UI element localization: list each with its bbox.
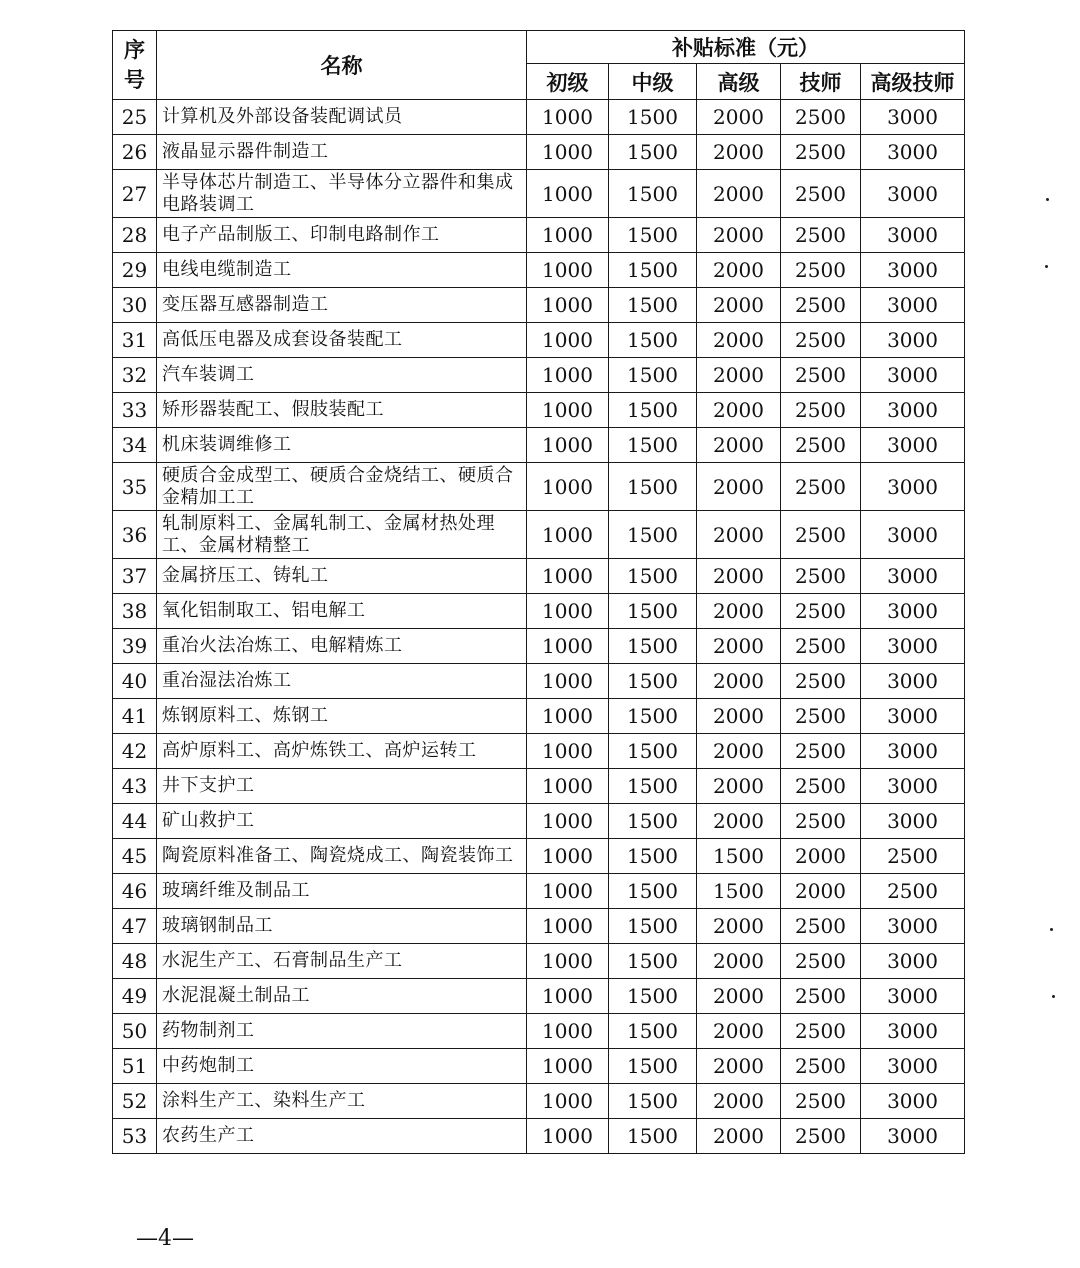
row-serial-number: 28 <box>113 218 157 253</box>
row-subsidy-technician: 2500 <box>781 170 861 218</box>
row-subsidy-senior-technician: 3000 <box>861 734 965 769</box>
row-subsidy-senior: 2000 <box>697 393 781 428</box>
row-subsidy-technician: 2500 <box>781 288 861 323</box>
row-subsidy-senior: 2000 <box>697 1014 781 1049</box>
row-subsidy-technician: 2500 <box>781 463 861 511</box>
row-subsidy-senior: 2000 <box>697 664 781 699</box>
row-occupation-name: 轧制原料工、金属轧制工、金属材热处理工、金属材精整工 <box>157 511 527 559</box>
table-body <box>113 100 965 1154</box>
table-row <box>113 979 965 1014</box>
row-subsidy-intermediate: 1500 <box>609 393 697 428</box>
table-row <box>113 909 965 944</box>
row-subsidy-technician: 2500 <box>781 428 861 463</box>
row-subsidy-senior-technician: 3000 <box>861 463 965 511</box>
row-subsidy-senior-technician: 3000 <box>861 594 965 629</box>
table-row <box>113 944 965 979</box>
row-subsidy-senior: 2000 <box>697 323 781 358</box>
row-occupation-name: 涂料生产工、染料生产工 <box>157 1084 527 1119</box>
header-level-junior: 初级 <box>527 64 609 100</box>
row-subsidy-technician: 2500 <box>781 909 861 944</box>
row-subsidy-intermediate: 1500 <box>609 629 697 664</box>
row-subsidy-intermediate: 1500 <box>609 874 697 909</box>
row-subsidy-senior: 2000 <box>697 428 781 463</box>
row-subsidy-technician: 2500 <box>781 511 861 559</box>
row-subsidy-technician: 2500 <box>781 323 861 358</box>
row-subsidy-junior: 1000 <box>527 358 609 393</box>
row-subsidy-senior: 2000 <box>697 1119 781 1154</box>
row-subsidy-senior-technician: 3000 <box>861 629 965 664</box>
row-subsidy-senior-technician: 3000 <box>861 559 965 594</box>
row-subsidy-senior-technician: 2500 <box>861 874 965 909</box>
table-row <box>113 874 965 909</box>
scan-speck <box>1045 265 1048 268</box>
row-subsidy-junior: 1000 <box>527 1014 609 1049</box>
row-subsidy-senior-technician: 3000 <box>861 699 965 734</box>
row-subsidy-junior: 1000 <box>527 100 609 135</box>
row-serial-number: 40 <box>113 664 157 699</box>
table-row <box>113 699 965 734</box>
row-subsidy-intermediate: 1500 <box>609 358 697 393</box>
row-subsidy-senior: 2000 <box>697 1084 781 1119</box>
row-subsidy-intermediate: 1500 <box>609 323 697 358</box>
row-subsidy-intermediate: 1500 <box>609 909 697 944</box>
row-subsidy-junior: 1000 <box>527 253 609 288</box>
row-subsidy-junior: 1000 <box>527 170 609 218</box>
row-subsidy-technician: 2500 <box>781 218 861 253</box>
row-subsidy-technician: 2500 <box>781 1049 861 1084</box>
row-serial-number: 30 <box>113 288 157 323</box>
row-subsidy-intermediate: 1500 <box>609 594 697 629</box>
row-subsidy-senior-technician: 3000 <box>861 944 965 979</box>
row-subsidy-intermediate: 1500 <box>609 428 697 463</box>
row-occupation-name: 机床装调维修工 <box>157 428 527 463</box>
row-subsidy-intermediate: 1500 <box>609 288 697 323</box>
row-serial-number: 48 <box>113 944 157 979</box>
row-subsidy-junior: 1000 <box>527 874 609 909</box>
row-subsidy-junior: 1000 <box>527 559 609 594</box>
table-row <box>113 100 965 135</box>
table-row <box>113 288 965 323</box>
row-subsidy-senior-technician: 3000 <box>861 288 965 323</box>
table-row <box>113 1049 965 1084</box>
row-subsidy-senior-technician: 3000 <box>861 170 965 218</box>
header-level-senior-technician: 高级技师 <box>861 64 965 100</box>
row-subsidy-senior-technician: 3000 <box>861 1119 965 1154</box>
row-subsidy-senior: 2000 <box>697 769 781 804</box>
row-subsidy-technician: 2500 <box>781 253 861 288</box>
row-occupation-name: 炼钢原料工、炼钢工 <box>157 699 527 734</box>
row-subsidy-intermediate: 1500 <box>609 1119 697 1154</box>
row-subsidy-senior: 2000 <box>697 734 781 769</box>
table-row <box>113 1084 965 1119</box>
row-subsidy-intermediate: 1500 <box>609 559 697 594</box>
row-serial-number: 52 <box>113 1084 157 1119</box>
row-subsidy-senior: 2000 <box>697 135 781 170</box>
row-serial-number: 34 <box>113 428 157 463</box>
row-subsidy-technician: 2500 <box>781 734 861 769</box>
row-subsidy-senior-technician: 3000 <box>861 769 965 804</box>
row-subsidy-junior: 1000 <box>527 909 609 944</box>
row-subsidy-junior: 1000 <box>527 594 609 629</box>
row-occupation-name: 金属挤压工、铸轧工 <box>157 559 527 594</box>
row-occupation-name: 电线电缆制造工 <box>157 253 527 288</box>
row-subsidy-junior: 1000 <box>527 1049 609 1084</box>
row-subsidy-senior: 1500 <box>697 839 781 874</box>
row-subsidy-intermediate: 1500 <box>609 1014 697 1049</box>
row-serial-number: 33 <box>113 393 157 428</box>
row-occupation-name: 农药生产工 <box>157 1119 527 1154</box>
row-occupation-name: 玻璃钢制品工 <box>157 909 527 944</box>
row-subsidy-technician: 2500 <box>781 100 861 135</box>
row-subsidy-intermediate: 1500 <box>609 100 697 135</box>
row-occupation-name: 氧化铝制取工、铝电解工 <box>157 594 527 629</box>
row-serial-number: 44 <box>113 804 157 839</box>
row-subsidy-senior-technician: 3000 <box>861 979 965 1014</box>
row-subsidy-technician: 2500 <box>781 769 861 804</box>
table-row <box>113 804 965 839</box>
scan-speck <box>1050 928 1053 931</box>
row-subsidy-technician: 2500 <box>781 979 861 1014</box>
row-occupation-name: 电子产品制版工、印制电路制作工 <box>157 218 527 253</box>
header-serial-number <box>113 31 157 100</box>
subsidy-standard-table <box>112 30 965 1154</box>
row-subsidy-senior-technician: 3000 <box>861 323 965 358</box>
header-serial-number-text: 序 号 <box>124 37 145 92</box>
row-subsidy-senior: 2000 <box>697 944 781 979</box>
table-row <box>113 511 965 559</box>
row-subsidy-technician: 2500 <box>781 1084 861 1119</box>
row-subsidy-senior: 2000 <box>697 559 781 594</box>
row-subsidy-technician: 2500 <box>781 804 861 839</box>
row-occupation-name: 硬质合金成型工、硬质合金烧结工、硬质合金精加工工 <box>157 463 527 511</box>
row-subsidy-senior-technician: 3000 <box>861 1014 965 1049</box>
row-subsidy-intermediate: 1500 <box>609 1084 697 1119</box>
scan-speck <box>1052 995 1055 998</box>
row-serial-number: 38 <box>113 594 157 629</box>
row-serial-number: 50 <box>113 1014 157 1049</box>
row-subsidy-intermediate: 1500 <box>609 804 697 839</box>
row-subsidy-intermediate: 1500 <box>609 769 697 804</box>
row-subsidy-junior: 1000 <box>527 1119 609 1154</box>
row-serial-number: 46 <box>113 874 157 909</box>
table-row <box>113 358 965 393</box>
row-serial-number: 39 <box>113 629 157 664</box>
row-subsidy-senior-technician: 3000 <box>861 511 965 559</box>
table-row <box>113 1119 965 1154</box>
row-subsidy-junior: 1000 <box>527 1084 609 1119</box>
row-subsidy-intermediate: 1500 <box>609 511 697 559</box>
row-serial-number: 45 <box>113 839 157 874</box>
row-subsidy-senior-technician: 3000 <box>861 664 965 699</box>
row-subsidy-intermediate: 1500 <box>609 734 697 769</box>
row-occupation-name: 重冶火法冶炼工、电解精炼工 <box>157 629 527 664</box>
row-subsidy-senior: 2000 <box>697 218 781 253</box>
row-occupation-name: 计算机及外部设备装配调试员 <box>157 100 527 135</box>
row-subsidy-senior: 2000 <box>697 288 781 323</box>
row-occupation-name: 井下支护工 <box>157 769 527 804</box>
row-subsidy-technician: 2500 <box>781 135 861 170</box>
row-subsidy-technician: 2500 <box>781 594 861 629</box>
row-subsidy-intermediate: 1500 <box>609 944 697 979</box>
row-subsidy-intermediate: 1500 <box>609 253 697 288</box>
row-subsidy-senior: 2000 <box>697 463 781 511</box>
row-occupation-name: 汽车装调工 <box>157 358 527 393</box>
row-serial-number: 32 <box>113 358 157 393</box>
row-subsidy-junior: 1000 <box>527 664 609 699</box>
header-subsidy-standard: 补贴标准（元） <box>527 31 965 64</box>
row-subsidy-junior: 1000 <box>527 769 609 804</box>
row-subsidy-senior: 2000 <box>697 511 781 559</box>
row-subsidy-technician: 2500 <box>781 944 861 979</box>
row-subsidy-intermediate: 1500 <box>609 1049 697 1084</box>
row-occupation-name: 高炉原料工、高炉炼铁工、高炉运转工 <box>157 734 527 769</box>
row-subsidy-junior: 1000 <box>527 218 609 253</box>
row-subsidy-senior: 2000 <box>697 100 781 135</box>
row-occupation-name: 液晶显示器件制造工 <box>157 135 527 170</box>
row-subsidy-intermediate: 1500 <box>609 839 697 874</box>
row-subsidy-technician: 2000 <box>781 874 861 909</box>
row-occupation-name: 重冶湿法冶炼工 <box>157 664 527 699</box>
row-subsidy-junior: 1000 <box>527 135 609 170</box>
table-row <box>113 463 965 511</box>
header-name: 名称 <box>157 31 527 100</box>
table-row <box>113 253 965 288</box>
row-serial-number: 25 <box>113 100 157 135</box>
row-subsidy-senior: 2000 <box>697 1049 781 1084</box>
row-serial-number: 41 <box>113 699 157 734</box>
row-serial-number: 36 <box>113 511 157 559</box>
row-subsidy-intermediate: 1500 <box>609 135 697 170</box>
row-subsidy-technician: 2500 <box>781 1014 861 1049</box>
row-serial-number: 51 <box>113 1049 157 1084</box>
row-subsidy-senior-technician: 3000 <box>861 909 965 944</box>
row-serial-number: 35 <box>113 463 157 511</box>
row-occupation-name: 高低压电器及成套设备装配工 <box>157 323 527 358</box>
row-subsidy-intermediate: 1500 <box>609 463 697 511</box>
table-row <box>113 559 965 594</box>
row-subsidy-senior-technician: 3000 <box>861 428 965 463</box>
row-serial-number: 26 <box>113 135 157 170</box>
row-subsidy-technician: 2500 <box>781 559 861 594</box>
row-subsidy-intermediate: 1500 <box>609 218 697 253</box>
row-occupation-name: 药物制剂工 <box>157 1014 527 1049</box>
scan-speck <box>1046 198 1049 201</box>
row-serial-number: 53 <box>113 1119 157 1154</box>
row-subsidy-junior: 1000 <box>527 979 609 1014</box>
table-row <box>113 323 965 358</box>
header-level-senior: 高级 <box>697 64 781 100</box>
row-subsidy-senior-technician: 3000 <box>861 135 965 170</box>
row-subsidy-technician: 2500 <box>781 699 861 734</box>
table-row <box>113 428 965 463</box>
header-level-technician: 技师 <box>781 64 861 100</box>
row-subsidy-junior: 1000 <box>527 323 609 358</box>
row-subsidy-junior: 1000 <box>527 699 609 734</box>
row-subsidy-intermediate: 1500 <box>609 979 697 1014</box>
row-subsidy-junior: 1000 <box>527 511 609 559</box>
row-subsidy-senior: 2000 <box>697 699 781 734</box>
table-row <box>113 393 965 428</box>
row-occupation-name: 陶瓷原料准备工、陶瓷烧成工、陶瓷装饰工 <box>157 839 527 874</box>
row-subsidy-senior-technician: 3000 <box>861 100 965 135</box>
page-number: —4— <box>136 1226 194 1251</box>
table-row <box>113 135 965 170</box>
row-subsidy-intermediate: 1500 <box>609 699 697 734</box>
row-subsidy-senior-technician: 3000 <box>861 218 965 253</box>
row-occupation-name: 变压器互感器制造工 <box>157 288 527 323</box>
row-serial-number: 49 <box>113 979 157 1014</box>
row-subsidy-technician: 2000 <box>781 839 861 874</box>
row-subsidy-junior: 1000 <box>527 734 609 769</box>
row-serial-number: 37 <box>113 559 157 594</box>
row-occupation-name: 中药炮制工 <box>157 1049 527 1084</box>
header-level-intermediate: 中级 <box>609 64 697 100</box>
row-subsidy-junior: 1000 <box>527 393 609 428</box>
table-row <box>113 170 965 218</box>
row-serial-number: 31 <box>113 323 157 358</box>
row-subsidy-technician: 2500 <box>781 629 861 664</box>
row-occupation-name: 半导体芯片制造工、半导体分立器件和集成电路装调工 <box>157 170 527 218</box>
row-subsidy-senior: 2000 <box>697 253 781 288</box>
row-subsidy-senior-technician: 3000 <box>861 1084 965 1119</box>
row-occupation-name: 水泥混凝土制品工 <box>157 979 527 1014</box>
table-row <box>113 1014 965 1049</box>
row-occupation-name: 玻璃纤维及制品工 <box>157 874 527 909</box>
row-serial-number: 47 <box>113 909 157 944</box>
row-subsidy-junior: 1000 <box>527 463 609 511</box>
row-subsidy-technician: 2500 <box>781 358 861 393</box>
row-serial-number: 29 <box>113 253 157 288</box>
row-subsidy-technician: 2500 <box>781 1119 861 1154</box>
row-subsidy-senior: 2000 <box>697 979 781 1014</box>
row-subsidy-senior: 2000 <box>697 629 781 664</box>
row-subsidy-technician: 2500 <box>781 664 861 699</box>
row-subsidy-senior: 2000 <box>697 909 781 944</box>
row-subsidy-junior: 1000 <box>527 804 609 839</box>
row-subsidy-technician: 2500 <box>781 393 861 428</box>
row-subsidy-junior: 1000 <box>527 839 609 874</box>
row-subsidy-senior-technician: 3000 <box>861 393 965 428</box>
row-subsidy-senior-technician: 3000 <box>861 253 965 288</box>
table-row <box>113 594 965 629</box>
row-subsidy-intermediate: 1500 <box>609 170 697 218</box>
row-subsidy-senior-technician: 2500 <box>861 839 965 874</box>
row-subsidy-senior-technician: 3000 <box>861 804 965 839</box>
row-subsidy-senior-technician: 3000 <box>861 1049 965 1084</box>
table-row <box>113 218 965 253</box>
table-row <box>113 664 965 699</box>
row-serial-number: 27 <box>113 170 157 218</box>
row-serial-number: 43 <box>113 769 157 804</box>
row-subsidy-senior-technician: 3000 <box>861 358 965 393</box>
table-header <box>113 31 965 100</box>
row-subsidy-senior: 2000 <box>697 594 781 629</box>
table-row <box>113 769 965 804</box>
row-subsidy-senior: 2000 <box>697 170 781 218</box>
row-subsidy-junior: 1000 <box>527 428 609 463</box>
row-subsidy-senior: 2000 <box>697 358 781 393</box>
row-occupation-name: 矫形器装配工、假肢装配工 <box>157 393 527 428</box>
row-subsidy-junior: 1000 <box>527 629 609 664</box>
row-subsidy-junior: 1000 <box>527 288 609 323</box>
row-subsidy-junior: 1000 <box>527 944 609 979</box>
row-subsidy-senior: 1500 <box>697 874 781 909</box>
row-serial-number: 42 <box>113 734 157 769</box>
row-subsidy-intermediate: 1500 <box>609 664 697 699</box>
table-row <box>113 839 965 874</box>
row-occupation-name: 水泥生产工、石膏制品生产工 <box>157 944 527 979</box>
table-row <box>113 734 965 769</box>
table-row <box>113 629 965 664</box>
row-occupation-name: 矿山救护工 <box>157 804 527 839</box>
row-subsidy-senior: 2000 <box>697 804 781 839</box>
